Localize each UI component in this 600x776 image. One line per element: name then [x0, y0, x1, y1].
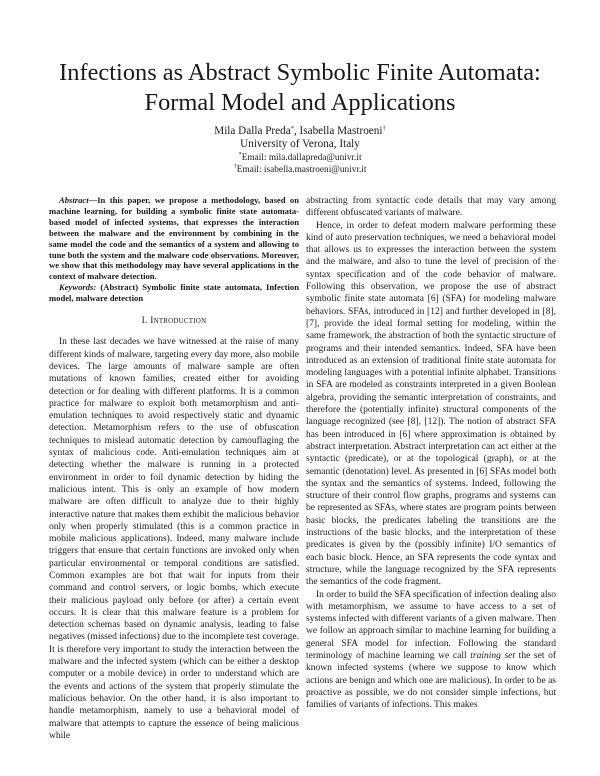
author-name: Mila Dalla Preda — [214, 125, 291, 137]
body-paragraph: In these last decades we have witnessed at the raise of many different kinds of malware, targeting every day more, also mobile devices. The large amounts of malware sample are often mutations of known families, created either for avoiding detection or for dealing with different platforms. It is a common practice for malware to exploit both metamorphism and anti-emulation techniques to avoid respectively static and dynamic detection. Metamorphism refers to the use of obfuscation techniques to mislead automatic detection by camouflaging the syntax of malicious code. Anti-emulation techniques aim at detecting whether the malware is running in a protected environment in order to foil dynamic detection by hiding the malicious intent. This is only an example of how modern malware are often difficult to analyze due to their highly interactive nature that makes them exhibit the malicious behavior only when properly stimulated (this is a common practice in mobile malicious applications). Indeed, many malware include triggers that ensure that certain functions are invoked only when particular environmental or temporal conditions are satisfied. Common examples are bot that wait for inputs from their command and control servers, or logic bombs, which execute their malicious payload only before (or after) a certain event occurs. It is clear that this malware feature is a problem for detection schemas based on dynamic analysis, leading to false negatives (missed infections) due to the incomplete test coverage. It is therefore very important to study the interaction between the malware and the infected system (which can be either a desktop computer or a mobile device) in order to understand which are the events and actions of the system that properly stimulate the malicious behavior. On the other hand, it is also important to handle metamorphism, namely to use a behavioral model of malware that attempts to capture the essence of being malicious while — [49, 337, 299, 741]
section-title: Introduction — [150, 316, 207, 327]
body-paragraph: abstracting from syntactic code details that may vary among different obfuscated variants of malware. — [306, 196, 556, 219]
abstract-label: Abstract — [59, 195, 89, 205]
section-heading — [49, 315, 299, 327]
author-footnote-mark: * — [290, 125, 294, 132]
author-email — [30, 164, 570, 176]
paragraph-text: the set of known infected systems (where we suppose to know which actions are benign and which one are malicious). In order to be as proactive as possible, we do not consider simple infections, but families of variants of infections. This makes — [306, 650, 557, 711]
author-list — [30, 124, 570, 138]
author-name: Isabella Mastroeni — [299, 125, 383, 137]
author-email — [30, 152, 570, 164]
section-number: I. — [141, 316, 148, 327]
body-paragraph: Hence, in order to defeat modern malware performing these kind of auto preservation techniques, we need a behavioral model that allows us to expresses the interaction between the system and the malware, and also to tune the level of precision of the syntax specification and of the code behavior of malware. Following this observation, we propose the use of abstract symbolic finite state automata [6] (SFA) for modeling malware behaviors. SFAs, introduced in [12] and further developed in [8], [7], provide the ideal formal setting for modeling, within the same framework, the abstraction of both the syntactic structure of programs and their intended semantics. Indeed, SFA have been introduced as an extension of traditional finite state automata for modeling languages with a potential infinite alphabet. Transitions in SFA are modeled as constraints interpreted in a given Boolean algebra, providing the semantic interpretation of constraints, and therefore the (potentially infinite) structural components of the language recognized (see [8], [12]). The notion of abstract SFA has been introduced in [6] where approximation is obtained by abstract interpretation. Abstract interpretation can act either at the syntactic (predicate), or at the topological (graph), or at the semantic (denotation) level. As presented in [6] SFAs model both the syntax and the semantics of systems. Indeed, following the structure of their control flow graphs, programs and systems can be represented as SFAs, where states are program points between basic blocks, the predicates labeling the transitions are the instructions of the basic blocks, and the interpretation of these predicates is given by the (possibly infinite) I/O semantics of each basic block. Hence, an SFA represents the code syntax and structure, while the language recognized by the SFA represents the semantics of the code fragment. — [306, 220, 556, 588]
email-text: Email: isabella.mastroeni@univr.it — [236, 165, 367, 175]
abstract-text: In this paper, we propose a methodology, based on machine learning, for building a symbolic finite state automata-based model of infected systems, that expresses the interaction between the malware and the environment by combining in the same model the code and the semantics of a system and allowing to tune both the system and the malware code observations. Moreover, we show that this methodology may have several applications in the context of malware detection. — [49, 195, 299, 282]
author-footnote-mark: † — [382, 125, 386, 132]
keywords-label: Keywords: — [59, 282, 97, 293]
body-paragraph — [306, 589, 556, 712]
left-column — [49, 195, 299, 742]
emphasized-term: training set — [470, 650, 516, 661]
abstract — [49, 195, 299, 282]
email-footnote-mark: * — [238, 151, 242, 158]
keywords — [49, 282, 299, 304]
paragraph-text: In order to build the SFA specification of infection dealing also with metamorphism, we assume to have access to a set of systems infected with different variants of a given malware. Then we follow an approach similar to machine learning for building a general SFA model for infection. Following the standard terminology of machine learning we call — [306, 589, 556, 661]
title-line-2: Formal Model and Applications — [144, 89, 456, 116]
paper-title — [30, 58, 570, 118]
abstract-dash: — — [88, 195, 98, 205]
right-column — [306, 195, 556, 711]
affiliation: University of Verona, Italy — [240, 138, 360, 150]
author-separator: , — [293, 125, 300, 137]
keywords-text: (Abstract) Symbolic finite state automata, Infection model, malware detection — [49, 282, 299, 304]
title-line-1: Infections as Abstract Symbolic Finite Automata: — [59, 59, 541, 86]
email-text: Email: mila.dallapreda@univr.it — [241, 153, 362, 163]
email-footnote-mark: † — [233, 163, 237, 170]
